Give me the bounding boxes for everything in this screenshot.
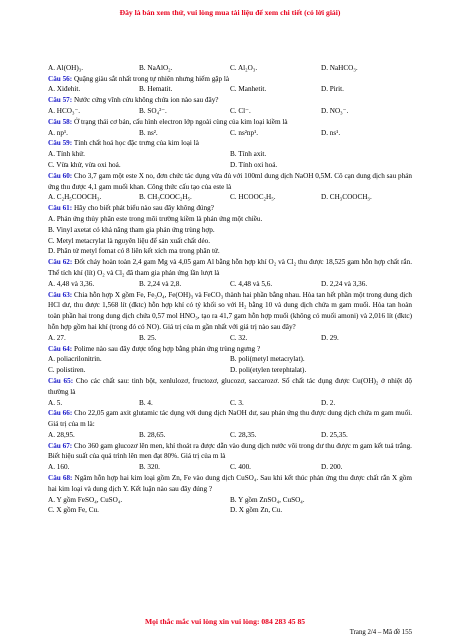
option-c: C. 400. bbox=[230, 463, 251, 472]
option-c: C. 32. bbox=[230, 333, 248, 342]
option-d: D. 2. bbox=[321, 398, 336, 407]
question-text: Tính chất hoá học đặc trưng của kim loại là bbox=[72, 139, 199, 148]
options-64-row2 bbox=[48, 365, 412, 376]
options-59-row1 bbox=[48, 149, 412, 160]
option-d: D. 2,24 và 3,36. bbox=[321, 279, 368, 288]
options-58 bbox=[48, 128, 412, 139]
question-text: Cho các chất sau: tinh bột, xenlulozơ, fructozơ, glucozơ, saccarozơ. Số chất tác dụng được Cu(OH)₂ ở nhiệt độ thường là bbox=[48, 376, 412, 396]
option-d: D. Phân tử metyl fomat có 8 liên kết xích ma trong phân tử. bbox=[48, 247, 220, 256]
question-text: Cho 22,05 gam axit glutamic tác dụng với dung dịch NaOH dư, sau phản ứng thu được dung dịch chứa m gam muối. Giá trị của m là: bbox=[48, 409, 412, 429]
option-a: A. np¹. bbox=[48, 128, 68, 137]
option-d: D. CH₃COOCH₃. bbox=[321, 193, 372, 202]
question-label: Câu 56: bbox=[48, 74, 73, 83]
option-c: C. Cl⁻. bbox=[230, 106, 251, 115]
options-65 bbox=[48, 398, 412, 409]
option-c: C. HCOOC₂H₅. bbox=[230, 193, 276, 202]
option-c: C. polistiren. bbox=[48, 366, 86, 375]
option-a: A. Tính khử. bbox=[48, 150, 85, 159]
option-b: B. 28,65. bbox=[139, 430, 166, 439]
option-d: D. poli(etylen terephtalat). bbox=[230, 366, 307, 375]
question-63 bbox=[48, 290, 412, 333]
option-a: A. 5. bbox=[48, 398, 63, 407]
options-59-row2 bbox=[48, 160, 412, 171]
option-a: A. 27. bbox=[48, 333, 66, 342]
option-c: C. ns²np¹. bbox=[230, 128, 259, 137]
options-63 bbox=[48, 333, 412, 344]
options-66 bbox=[48, 430, 412, 441]
question-text: Polime nào sau đây được tổng hợp bằng phản ứng trùng ngưng ? bbox=[72, 344, 261, 353]
option-d: D. Tính oxi hoá. bbox=[230, 160, 278, 169]
option-c: C. 28,35. bbox=[230, 430, 257, 439]
question-label: Câu 61: bbox=[48, 204, 73, 213]
question-62 bbox=[48, 257, 412, 279]
question-label: Câu 67: bbox=[48, 441, 73, 450]
options-62 bbox=[48, 279, 412, 290]
option-a: A. Phản ứng thủy phân este trong môi trường kiềm là phản ứng một chiều. bbox=[48, 214, 263, 223]
option-d: D. 200. bbox=[321, 463, 343, 472]
option-a: A. Y gồm FeSO₄, CuSO₄. bbox=[48, 495, 123, 504]
question-text: Ở trạng thái cơ bản, cấu hình electron lớp ngoài cùng của kim loại kiềm là bbox=[72, 117, 288, 126]
question-text: Chia hỗn hợp X gồm Fe, Fe₃O₄, Fe(OH)₃ và FeCO₃ thành hai phần bằng nhau. Hòa tan hết phần một trong dung dịch HCl dư, thu được 1,568 lít (đktc) hỗn hợp khí có tỷ khối so với H₂ bằng 10 và dung dịch chứa m gam muối. Hòa tan hoàn toàn phần hai trong dung dịch chứa 0,57 mol HNO₃, tạo ra 41,7 gam hỗn hợp muối (không có muối amoni) và 2,016 lít (đktc) hỗn hợp gồm hai khí (trong đó có NO). Giá trị của m gần nhất với giá trị nào sau đây? bbox=[48, 290, 412, 331]
option-a: A. 28,95. bbox=[48, 430, 75, 439]
option-b: B. Hematit. bbox=[139, 85, 173, 94]
option-d: D. Pirit. bbox=[321, 85, 344, 94]
option-b: B. ns². bbox=[139, 128, 158, 137]
option-c: C. X gồm Fe, Cu. bbox=[48, 506, 99, 515]
preview-banner: Đây là bản xem thử, vui lòng mua tài liệu để xem chi tiết (có lời giải) bbox=[119, 8, 341, 17]
option-a: A. poliacrilonitrin. bbox=[48, 355, 102, 364]
option-a: A. Al(OH)₃. bbox=[48, 63, 84, 72]
option-c: C. Metyl metacrylat là nguyên liệu để sản xuất chất dẻo. bbox=[48, 236, 211, 245]
option-d: D. NO₃⁻. bbox=[321, 106, 349, 115]
question-label: Câu 63: bbox=[48, 290, 73, 299]
question-text: Đốt cháy hoàn toàn 2,4 gam Mg và 4,05 gam Al bằng hỗn hợp khí O₂ và Cl₂ thu được 18,525 gam hỗn hợp chất rắn. Thể tích khí (lít) O₂ và Cl₂ đã tham gia phản ứng lần lượt là bbox=[48, 258, 412, 277]
option-a: A. C₂H₅COOCH₃. bbox=[48, 193, 102, 202]
option-b: B. 2,24 và 2,8. bbox=[139, 279, 182, 288]
option-b: B. 320. bbox=[139, 463, 160, 472]
question-64 bbox=[48, 344, 412, 355]
page-number: Trang 2/4 – Mã đề 155 bbox=[349, 629, 412, 636]
question-57 bbox=[48, 95, 412, 106]
question-text: Nước cứng vĩnh cửu không chứa ion nào sau đây? bbox=[72, 96, 219, 105]
top-options bbox=[48, 63, 412, 74]
option-b: B. Y gồm ZnSO₄, CuSO₄. bbox=[230, 495, 305, 504]
options-60 bbox=[48, 192, 412, 203]
question-59 bbox=[48, 138, 412, 149]
question-56 bbox=[48, 74, 412, 85]
option-b: B. 25. bbox=[139, 333, 157, 342]
options-64-row1 bbox=[48, 354, 412, 365]
option-a: A. 4,48 và 3,36. bbox=[48, 279, 95, 288]
option-d: D. 29. bbox=[321, 333, 339, 342]
option-b: B. 4. bbox=[139, 398, 153, 407]
question-label: Câu 60: bbox=[48, 171, 73, 180]
option-a: A. 160. bbox=[48, 463, 70, 472]
question-label: Câu 59: bbox=[48, 139, 73, 148]
option-c: C. 4,48 và 5,6. bbox=[230, 279, 273, 288]
option-c: C. Al₂O₃. bbox=[230, 63, 258, 72]
option-b: B. poli(metyl metacrylat). bbox=[230, 355, 305, 364]
question-68 bbox=[48, 473, 412, 495]
question-text: Ngâm hỗn hợp hai kim loại gồm Zn, Fe vào dung dịch CuSO₄. Sau khi kết thúc phản ứng thu được chất rắn X gồm hai kim loại và dung dịch Y. Kết luận nào sau đây đúng ? bbox=[48, 474, 412, 493]
options-68-row2 bbox=[48, 505, 412, 516]
question-60 bbox=[48, 171, 412, 193]
question-label: Câu 68: bbox=[48, 474, 73, 483]
question-67 bbox=[48, 441, 412, 463]
question-label: Câu 64: bbox=[48, 344, 73, 353]
option-a: A. Xiđehit. bbox=[48, 85, 81, 94]
options-56 bbox=[48, 84, 412, 95]
option-b: B. Vinyl axetat có khả năng tham gia phản ứng trùng hợp. bbox=[48, 225, 215, 234]
question-label: Câu 65: bbox=[48, 376, 74, 385]
question-65 bbox=[48, 376, 412, 398]
option-b: B. CH₃COOC₂H₅. bbox=[139, 193, 192, 202]
option-b: B. SO₄²⁻. bbox=[139, 106, 167, 115]
question-66 bbox=[48, 408, 412, 430]
option-d: D. X gồm Zn, Cu. bbox=[230, 506, 283, 515]
question-text: Quặng giàu sắt nhất trong tự nhiên nhưng hiếm gặp là bbox=[72, 74, 230, 83]
question-text: Cho 3,7 gam một este X no, đơn chức tác dụng vừa đủ với 100ml dung dịch NaOH 0,5M. Cô cạn dung dịch sau phản ứng thu được 4,1 gam muối khan. Công thức cấu tạo của este là bbox=[48, 171, 412, 191]
option-d: D. NaHCO₃. bbox=[321, 63, 358, 72]
question-58 bbox=[48, 117, 412, 128]
question-label: Câu 62: bbox=[48, 258, 73, 267]
contact-footer: Mọi thắc mắc vui lòng xin vui lòng: 084 283 45 85 bbox=[144, 617, 306, 626]
option-b: B. Tính axit. bbox=[230, 150, 267, 159]
question-label: Câu 57: bbox=[48, 96, 73, 105]
option-a: A. HCO₃⁻. bbox=[48, 106, 81, 115]
options-57 bbox=[48, 106, 412, 117]
options-68-row1 bbox=[48, 495, 412, 506]
question-text: Hãy cho biết phát biểu nào sau đây không đúng? bbox=[72, 204, 214, 213]
option-d: D. ns¹. bbox=[321, 128, 341, 137]
option-d: D. 25,35. bbox=[321, 430, 348, 439]
option-c: C. 3. bbox=[230, 398, 244, 407]
question-text: Cho 360 gam glucozơ lên men, khí thoát ra được dẫn vào dung dịch nước vôi trong dư thu được m gam kết tuả trắng. Biết hiệu suất của quá trình lên men đạt 80%. Giá trị của m là bbox=[48, 441, 412, 461]
option-c: C. Vừa khử, vừa oxi hoá. bbox=[48, 160, 121, 169]
option-b: B. NaAlO₂. bbox=[139, 63, 173, 72]
question-label: Câu 66: bbox=[48, 409, 73, 418]
option-c: C. Manhetit. bbox=[230, 85, 267, 94]
question-61 bbox=[48, 203, 412, 214]
question-label: Câu 58: bbox=[48, 117, 73, 126]
options-67 bbox=[48, 462, 412, 473]
